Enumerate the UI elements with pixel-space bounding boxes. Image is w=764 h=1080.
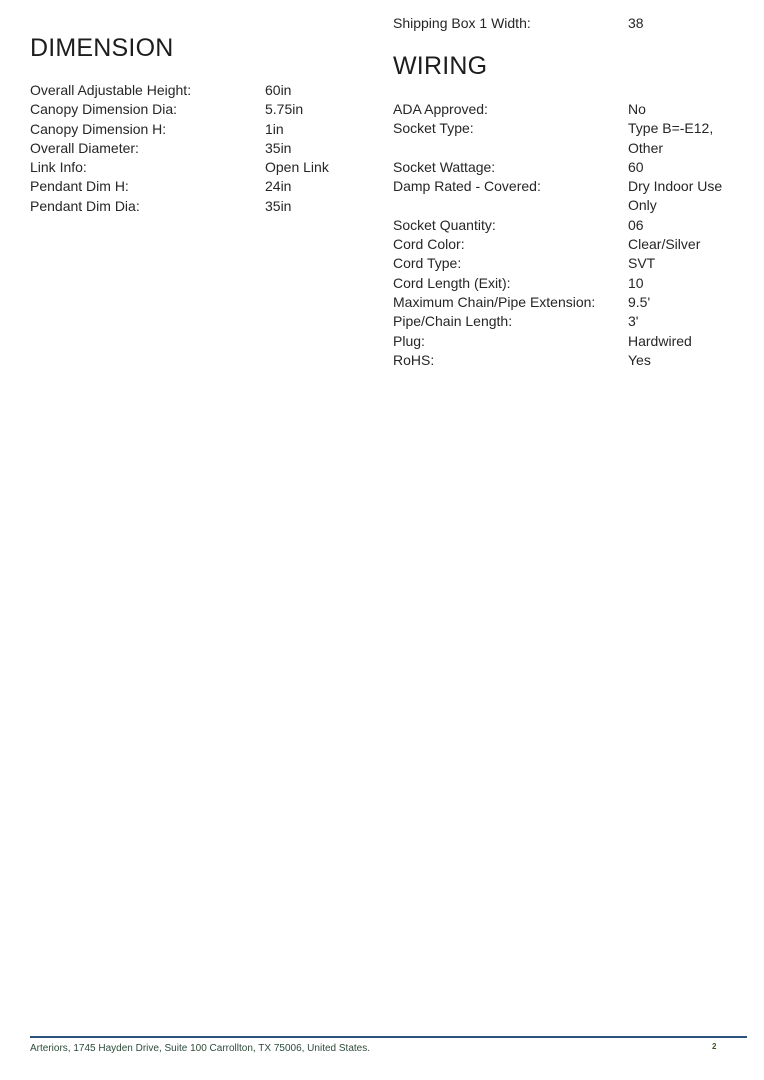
spec-row [30, 100, 385, 119]
spec-label: Pipe/Chain Length: [393, 313, 513, 330]
spec-value-link-info: Open Link [265, 159, 329, 176]
spec-value: 35in [265, 197, 292, 214]
spec-value: 24in [265, 178, 292, 195]
spec-value: 10 [628, 274, 644, 291]
spec-row [393, 254, 753, 273]
spec-label: ADA Approved: [393, 101, 488, 117]
spec-value: 60 [628, 158, 644, 175]
spec-row [393, 293, 753, 312]
spec-value: Type B=-E12, Other [628, 120, 714, 156]
spec-value: 5.75in [265, 101, 304, 118]
spec-row [393, 177, 753, 216]
spec-value: No [628, 101, 646, 117]
spec-row [393, 100, 753, 119]
spec-label: Pendant Dim H: [30, 178, 129, 195]
spec-value: 1in [265, 120, 284, 137]
spec-value: 60in [265, 82, 292, 98]
spec-label: Damp Rated - Covered: [393, 178, 541, 195]
spec-label: Cord Length (Exit): [393, 274, 511, 291]
spec-row [30, 120, 385, 139]
spec-label: Overall Adjustable Height: [30, 82, 192, 98]
spec-row [30, 177, 385, 196]
spec-row [30, 139, 385, 158]
spec-label: Shipping Box 1 Width: [393, 15, 531, 31]
spec-value: SVT [628, 255, 656, 272]
wiring-section-title: WIRING [393, 52, 488, 80]
spec-label: Canopy Dimension H: [30, 120, 167, 137]
spec-value: 3' [628, 313, 639, 330]
dimension-rows [30, 81, 385, 216]
spec-label: Overall Diameter: [30, 139, 139, 156]
spec-value: Dry Indoor Use Only [628, 178, 723, 214]
spec-value: Clear/Silver [628, 236, 701, 253]
spec-row [30, 158, 385, 177]
spec-label: Cord Type: [393, 255, 462, 272]
spec-label: Socket Quantity: [393, 216, 496, 233]
spec-value: 06 [628, 216, 644, 233]
spec-value: 9.5' [628, 293, 651, 310]
spec-row [30, 81, 385, 100]
spec-label: Cord Color: [393, 236, 465, 253]
spec-label: Maximum Chain/Pipe Extension: [393, 293, 596, 310]
spec-row [393, 158, 753, 177]
spec-value: Hardwired [628, 332, 692, 349]
page-number: 2 [712, 1042, 717, 1051]
spec-row [393, 312, 753, 331]
spec-label: Socket Wattage: [393, 158, 496, 175]
dimension-section-title: DIMENSION [30, 34, 174, 62]
wiring-rows [393, 100, 753, 370]
spec-row [393, 14, 753, 33]
spec-value: 38 [628, 15, 644, 31]
shipping-box-width-row [393, 14, 753, 33]
spec-row [393, 351, 753, 370]
footer-rule [30, 1036, 747, 1038]
spec-row [393, 235, 753, 254]
spec-label: RoHS: [393, 351, 435, 368]
spec-row [30, 197, 385, 216]
spec-label: Pendant Dim Dia: [30, 197, 140, 214]
spec-label: Canopy Dimension Dia: [30, 101, 178, 118]
spec-row [393, 216, 753, 235]
spec-row [393, 274, 753, 293]
spec-label: Plug: [393, 332, 425, 349]
spec-value: 35in [265, 139, 292, 156]
spec-label: Socket Type: [393, 120, 474, 137]
footer-address: Arteriors, 1745 Hayden Drive, Suite 100 Carrollton, TX 75006, United States. [30, 1043, 370, 1054]
spec-row [393, 119, 753, 158]
spec-label: Link Info: [30, 159, 87, 176]
spec-row [393, 332, 753, 351]
spec-value: Yes [628, 351, 651, 368]
